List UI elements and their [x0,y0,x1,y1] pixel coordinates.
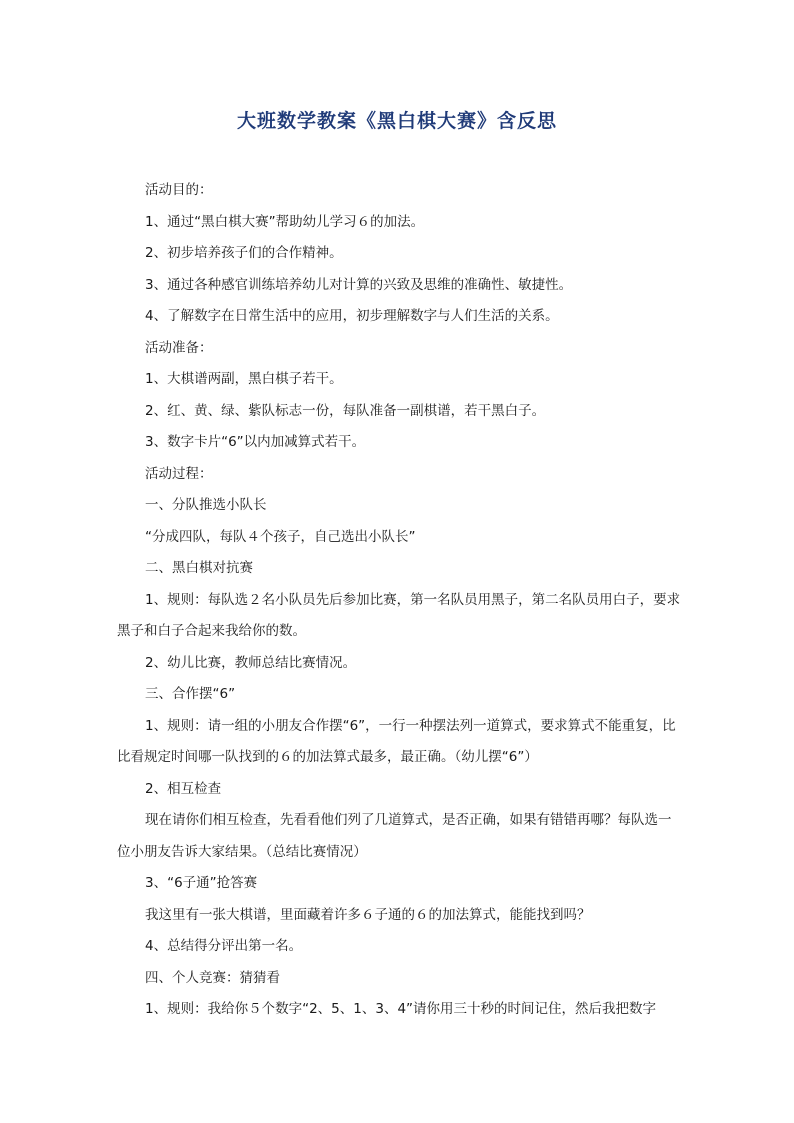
process-paragraph: 1、规则：每队选２名小队员先后参加比赛，第一名队员用黑子，第二名队员用白子，要求黑子和白子合起来我给你的数。 [117,591,681,639]
process-paragraph: 1、规则：我给你５个数字“2、5、1、3、4”请你用三十秒的时间记住，然后我把数字 [145,1001,657,1017]
objective-item: 2、初步培养孩子们的合作精神。 [145,245,343,261]
section-heading-process: 活动过程： [145,465,213,482]
preparation-item: 2、红、黄、绿、紫队标志一份，每队准备一副棋谱，若干黑白子。 [145,402,546,419]
document-title: 大班数学教案《黑白棋大赛》含反思 [236,110,557,132]
process-paragraph: 我这里有一张大棋谱，里面藏着许多６子通的６的加法算式，能能找到吗？ [145,906,591,923]
objective-item: 4、了解数字在日常生活中的应用，初步理解数字与人们生活的关系。 [145,308,559,324]
process-paragraph: “分成四队，每队４个孩子，自己选出小队长” [145,528,416,545]
process-paragraph: 3、“6子通”抢答赛 [145,875,258,891]
process-paragraph: 2、相互检查 [145,780,222,797]
objective-item: 3、通过各种感官训练培养幼儿对计算的兴致及思维的准确性、敏捷性。 [145,276,573,293]
process-step-heading: 三、合作摆“6” [145,686,236,702]
process-step-heading: 二、黑白棋对抗赛 [145,560,253,576]
process-step-heading: 一、分队推选小队长 [145,497,267,513]
section-heading-preparation: 活动准备： [145,339,213,356]
process-paragraph: 1、规则：请一组的小朋友合作摆“6”，一行一种摆法列一道算式，要求算式不能重复，比比看规定时间哪一队找到的６的加法算式最多，最正确。（幼儿摆“6”） [117,717,676,765]
preparation-item: 3、数字卡片“6”以内加减算式若干。 [145,434,366,450]
objective-item: 1、通过“黑白棋大赛”帮助幼儿学习６的加法。 [145,213,425,230]
preparation-item: 1、大棋谱两副，黑白棋子若干。 [145,371,343,387]
process-step-heading: 四、个人竞赛：猜猜看 [145,969,280,986]
process-paragraph: 4、总结得分评出第一名。 [145,938,303,954]
section-heading-objectives: 活动目的： [145,182,213,198]
process-paragraph: 2、幼儿比赛，教师总结比赛情况。 [145,654,357,671]
process-paragraph: 现在请你们相互检查，先看看他们列了几道算式，是否正确，如果有错错再哪？每队选一位小朋友告诉大家结果。（总结比赛情况） [117,812,672,860]
document-body [117,175,682,1026]
